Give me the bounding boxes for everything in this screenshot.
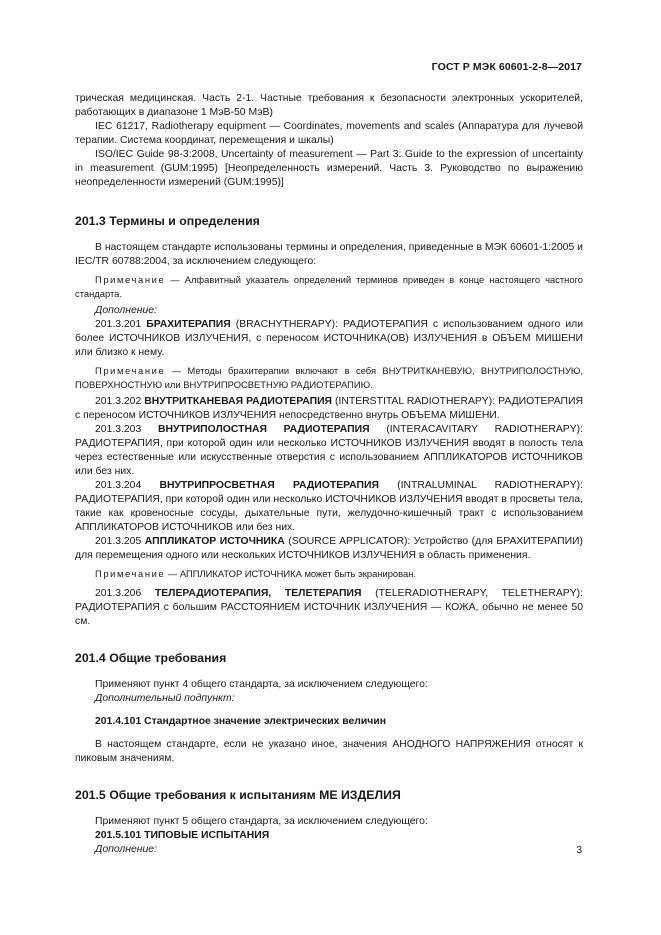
term-number: 201.3.205 xyxy=(95,536,145,547)
term-text: (BRACHYTHERAPY): РАДИОТЕРАПИЯ с использованием одного или более ИСТОЧНИКОВ ИЗЛУЧЕНИЯ, с переносом ИСТОЧНИКА(ОВ) ИЗЛУЧЕНИЯ в ОБЪЕМ МИШЕНИ или близко к нему. xyxy=(75,319,583,358)
subsection-heading: 201.5.101 ТИПОВЫЕ ИСПЫТАНИЯ xyxy=(95,829,270,841)
term-name: БРАХИТЕРАПИЯ xyxy=(146,319,231,330)
term-definition xyxy=(75,587,583,629)
term-name: АППЛИКАТОР ИСТОЧНИКА xyxy=(144,536,285,547)
term-number: 201.3.201 xyxy=(95,319,147,330)
term-text: (INTERSTITAL RADIOTHERAPY): РАДИОТЕРАПИЯ с переносом ИСТОЧНИКОВ ИЗЛУЧЕНИЯ непосредственно внутрь ОБЪЕМА МИШЕНИ. xyxy=(75,396,583,421)
addition-label: Дополнение: xyxy=(95,305,157,316)
addition-label: Дополнительный подпункт: xyxy=(95,692,235,704)
note-text: — АППЛИКАТОР ИСТОЧНИКА может быть экранирован. xyxy=(165,568,417,579)
term-text: (TELERADIOTHERAPY, TELETHERAPY): РАДИОТЕРАПИЯ с большим РАССТОЯНИЕМ ИСТОЧНИК ИЗЛУЧЕНИЯ — КОЖА, обычно не менее 50 см. xyxy=(75,587,583,627)
term-text: (INTRALUMINAL RADIOTHERAPY): РАДИОТЕРАПИЯ, при которой один или несколько ИСТОЧНИКОВ ИЗЛУЧЕНИЯ вводят в просветы тела, такие как кровеносные сосуды, дыхательные пути, желудочно-кишечный тракт с использованием АППЛИКАТОРОВ ИСТОЧНИКОВ или без них. xyxy=(75,480,583,533)
note-text: — Методы брахитерапии включают в себя ВНУТРИТКАНЕВУЮ, ВНУТРИПОЛОСТНУЮ, ПОВЕРХНОСТНУЮ или ВНУТРИПРОСВЕТНУЮ РАДИОТЕРАПИЮ. xyxy=(75,365,583,390)
term-definition xyxy=(75,318,583,360)
section-heading: 201.5 Общие требования к испытаниям МЕ ИЗДЕЛИЯ xyxy=(75,787,401,802)
paragraph: В настоящем стандарте использованы термины и определения, приведенные в МЭК 60601-1:2005 и IEC/TR 60788:2004, за исключением следующего: xyxy=(75,242,583,267)
note-text: — Алфавитный указатель определений терминов приведен в конце настоящего частного стандарта. xyxy=(75,274,583,299)
section-heading: 201.3 Термины и определения xyxy=(75,214,260,228)
reference-text: ISO/IEC Guide 98-3:2008, Uncertainty of measurement — Part 3: Guide to the expression of uncertainty in measurement (GUM:1995) [Неопределенность измерений. Часть 3. Руководство по выражению неопределенности измерений (GUM:1995)] xyxy=(75,149,583,188)
document-code: ГОСТ Р МЭК 60601-2-8—2017 xyxy=(431,61,582,73)
subsection-heading: 201.4.101 Стандартное значение электрических величин xyxy=(95,715,386,727)
term-name: ВНУТРИПРОСВЕТНАЯ РАДИОТЕРАПИЯ xyxy=(159,480,379,491)
term-name: ВНУТРИПОЛОСТНАЯ РАДИОТЕРАПИЯ xyxy=(157,424,370,435)
note xyxy=(75,273,583,300)
paragraph: В настоящем стандарте, если не указано иное, значения АНОДНОГО НАПРЯЖЕНИЯ относят к пиковым значениям. xyxy=(75,738,583,764)
paragraph: Применяют пункт 4 общего стандарта, за исключением следующего: xyxy=(95,678,428,690)
page-number: 3 xyxy=(576,845,582,856)
section-heading: 201.4 Общие требования xyxy=(75,650,227,665)
note-label: Примечание xyxy=(95,568,166,579)
note-label: Примечание xyxy=(95,274,166,285)
term-number: 201.3.204 xyxy=(95,480,160,491)
addition-label: Дополнение: xyxy=(95,843,157,855)
term-definition xyxy=(75,535,583,563)
reference-text: трическая медицинская. Часть 2-1. Частные требования к безопасности электронных ускорителей, работающих в диапазоне 1 МэВ-50 МэВ) xyxy=(75,93,583,118)
note-label: Примечание xyxy=(95,365,166,376)
term-number: 201.3.206 xyxy=(95,587,155,599)
term-name: ТЕЛЕРАДИОТЕРАПИЯ, ТЕЛЕТЕРАПИЯ xyxy=(154,587,362,599)
term-definition xyxy=(75,395,583,423)
term-number: 201.3.202 xyxy=(95,396,145,407)
term-text: (INTERACAVITARY RADIOTHERAPY): РАДИОТЕРАПИЯ, при которой один или несколько ИСТОЧНИКОВ ИЗЛУЧЕНИЯ вводят в полость тела через естественные или искусственные отверстия с использованием АППЛИКАТОРОВ ИСТОЧНИКОВ или без них. xyxy=(75,424,583,477)
page-content xyxy=(75,92,583,857)
note xyxy=(75,567,583,581)
note xyxy=(75,364,583,391)
term-definition xyxy=(75,479,583,535)
term-name: ВНУТРИТКАНЕВАЯ РАДИОТЕРАПИЯ xyxy=(144,396,333,407)
term-text: (SOURCE APPLICATOR): Устройство (для БРАХИТЕРАПИИ) для перемещения одного или нескольких ИСТОЧНИКОВ ИЗЛУЧЕНИЯ в область применения. xyxy=(75,536,583,561)
term-number: 201.3.203 xyxy=(95,424,158,435)
term-definition xyxy=(75,423,583,479)
paragraph: Применяют пункт 5 общего стандарта, за исключением следующего: xyxy=(95,815,428,827)
reference-text: IEC 61217, Radiotherapy equipment — Coordinates, movements and scales (Аппаратура для лучевой терапии. Система координат, перемещения и шкалы) xyxy=(75,121,583,146)
